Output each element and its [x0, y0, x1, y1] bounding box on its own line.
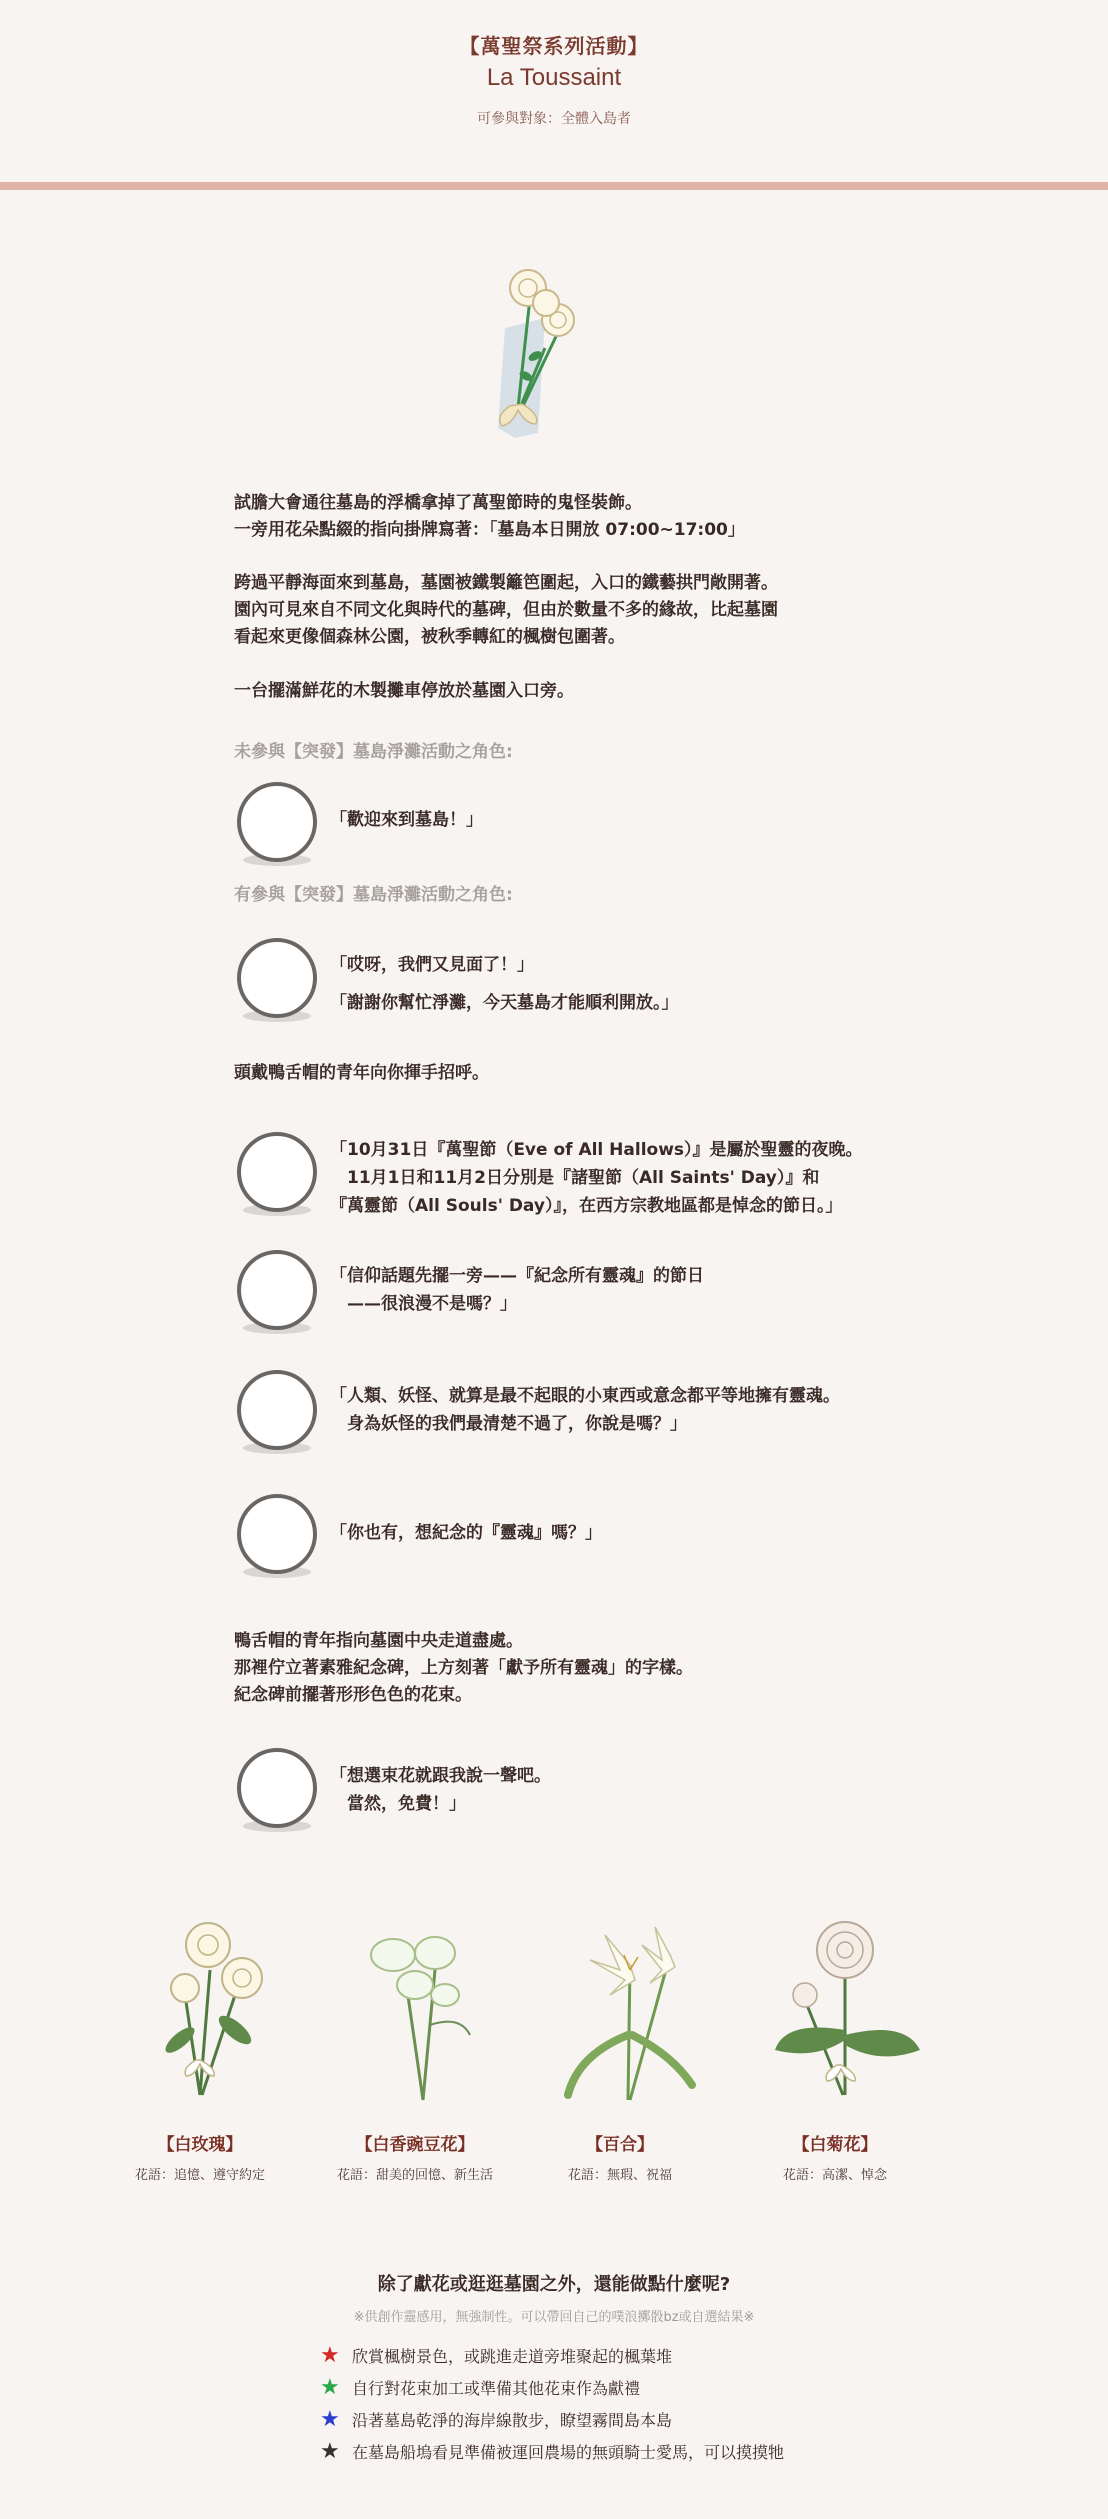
quote-not-joined: 「歡迎來到墓島！」 — [330, 810, 483, 830]
avatar-placeholder-icon — [236, 1746, 318, 1832]
activity-option-black[interactable]: ★ 在墓島船塢看見準備被運回農場的無頭騎士愛馬，可以摸摸牠 — [320, 2438, 785, 2464]
activity-option-red[interactable]: ★ 欣賞楓樹景色，或跳進走道旁堆聚起的楓葉堆 — [320, 2342, 673, 2368]
red-star-icon: ★ — [320, 2342, 340, 2368]
avatar-placeholder-icon — [236, 1368, 318, 1454]
event-series-label: 【萬聖祭系列活動】 — [459, 34, 649, 58]
flower-language-white-sweet-pea: 花語：甜美的回憶、新生活 — [336, 2168, 493, 2183]
activities-note: ※供創作靈感用，無強制性。可以帶回自己的噗浪擲骰bz或自選結果※ — [353, 2310, 755, 2325]
quote-equal-souls: 「人類、妖怪、就算是最不起眼的小東西或意念都平等地擁有靈魂。 身為妖怪的我們最清楚不過了，你說是嗎？」 — [330, 1386, 840, 1434]
white-rose-icon[interactable] — [130, 1910, 290, 2100]
quote-joined: 「哎呀，我們又見面了！」 「謝謝你幫忙淨灘，今天墓島才能順利開放。」 — [330, 955, 679, 1013]
avatar-placeholder-icon — [236, 780, 318, 866]
quote-choose-flower: 「想選束花就跟我說一聲吧。 當然，免費！」 — [330, 1766, 551, 1814]
page-title: La Toussaint — [486, 64, 622, 91]
lily-icon[interactable] — [550, 1915, 710, 2105]
eligibility-label: 可參與對象：全體入島者 — [477, 111, 631, 127]
flower-language-white-rose: 花語：追憶、遵守約定 — [134, 2168, 265, 2183]
white-chrysanthemum-icon[interactable] — [765, 1910, 925, 2100]
green-star-icon: ★ — [320, 2374, 340, 2400]
white-bouquet-icon — [460, 258, 590, 448]
header-divider — [0, 182, 1108, 190]
avatar-placeholder-icon — [236, 1492, 318, 1578]
avatar-placeholder-icon — [236, 1130, 318, 1216]
activity-option-blue[interactable]: ★ 沿著墓島乾淨的海岸線散步，瞭望霧間島本島 — [320, 2406, 673, 2432]
flower-language-white-chrysanthemum: 花語：高潔、悼念 — [782, 2168, 887, 2183]
section-label-not-joined: 未參與【突發】墓島淨灘活動之角色: — [234, 742, 513, 762]
intro-paragraph-3: 一台擺滿鮮花的木製攤車停放於墓園入口旁。 — [234, 681, 574, 701]
intro-paragraph-1: 試膽大會通往墓島的浮橋拿掉了萬聖節時的鬼怪裝飾。 一旁用花朵點綴的指向掛牌寫著：「墓島本日開放 07:00~17:00」 — [234, 493, 745, 540]
flower-name-white-sweet-pea[interactable]: 【白香豌豆花】 — [355, 2135, 475, 2155]
narration-wave: 頭戴鴨舌帽的青年向你揮手招呼。 — [234, 1063, 489, 1083]
white-sweet-pea-icon[interactable] — [335, 1915, 495, 2105]
page-header — [0, 0, 1108, 182]
quote-halloween: 「10月31日『萬聖節（Eve of All Hallows）』是屬於聖靈的夜晚。 11月1日和11月2日分別是『諸聖節（All Saints' Day）』和 『萬靈節（All Souls' Day）』，在西方宗教地區都是悼念的節日。」 — [330, 1140, 863, 1216]
intro-paragraph-2: 跨過平靜海面來到墓島，墓園被鐵製籬笆圍起，入口的鐵藝拱門敞開著。 園內可見來自不同文化與時代的墓碑，但由於數量不多的緣故，比起墓園 看起來更像個森林公園，被秋季轉紅的楓樹包圍著。 — [234, 573, 778, 647]
narration-memorial: 鴨舌帽的青年指向墓園中央走道盡處。 那裡佇立著素雅紀念碑，上方刻著「獻予所有靈魂」的字樣。 紀念碑前擺著形形色色的花束。 — [234, 1631, 693, 1705]
activity-option-green[interactable]: ★ 自行對花束加工或準備其他花束作為獻禮 — [320, 2374, 641, 2400]
section-label-joined: 有參與【突發】墓島淨灘活動之角色: — [234, 885, 513, 905]
avatar-placeholder-icon — [236, 1248, 318, 1334]
flower-name-white-rose[interactable]: 【白玫瑰】 — [157, 2135, 243, 2155]
flower-name-lily[interactable]: 【百合】 — [586, 2135, 654, 2155]
avatar-placeholder-icon — [236, 936, 318, 1022]
flower-name-white-chrysanthemum[interactable]: 【白菊花】 — [792, 2135, 878, 2155]
black-star-icon: ★ — [320, 2438, 340, 2464]
flower-language-lily: 花語：無瑕、祝福 — [567, 2168, 672, 2183]
quote-remember-soul: 「你也有，想紀念的『靈魂』嗎？」 — [330, 1523, 602, 1543]
quote-souls-day: 「信仰話題先擺一旁——『紀念所有靈魂』的節日 ——很浪漫不是嗎？」 — [330, 1266, 704, 1314]
activities-title: 除了獻花或逛逛墓園之外，還能做點什麼呢? — [377, 2274, 731, 2295]
blue-star-icon: ★ — [320, 2406, 340, 2432]
